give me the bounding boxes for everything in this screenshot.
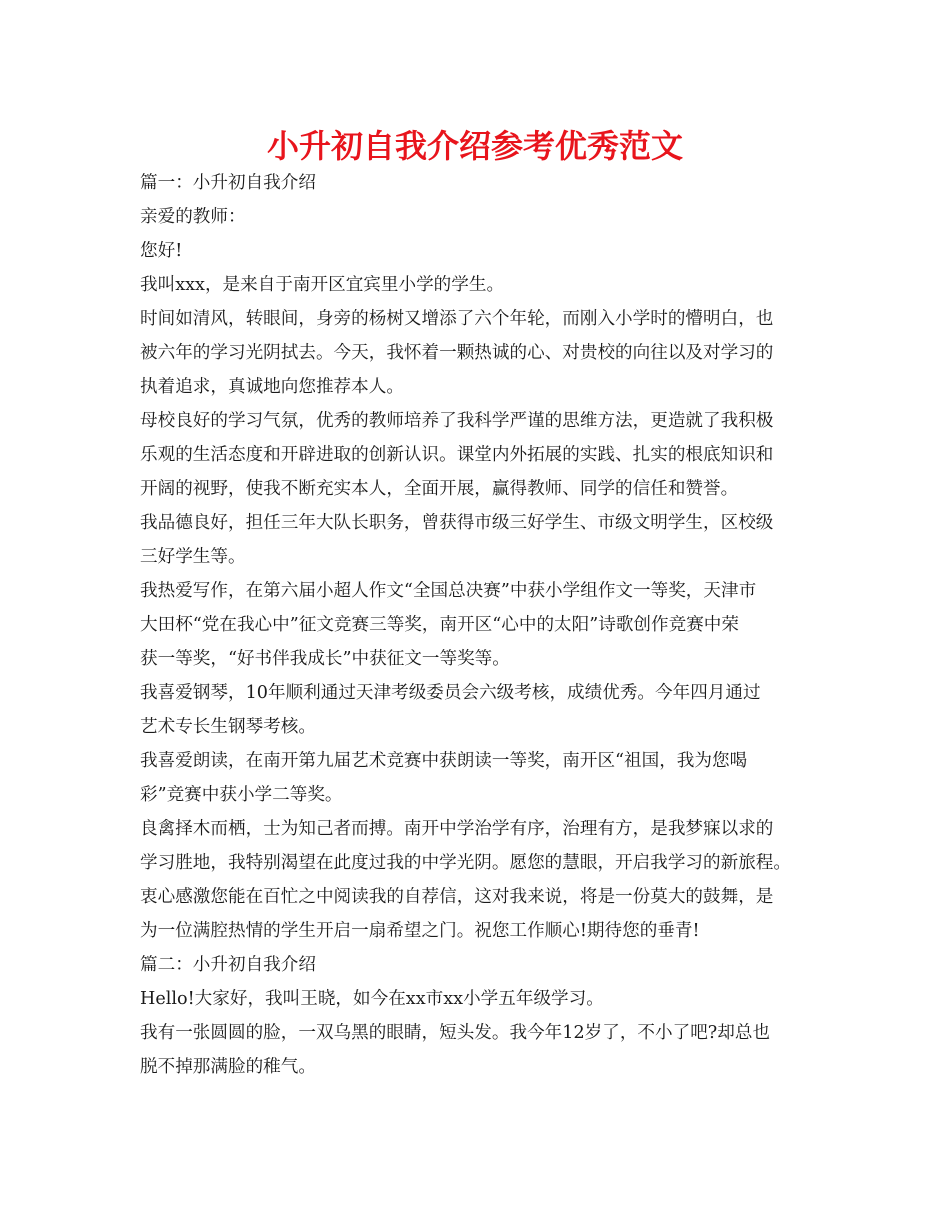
text-line: 乐观的生活态度和开辟进取的创新认识。课堂内外拓展的实践、扎实的根底知识和 (140, 445, 774, 465)
text-line: 我热爱写作，在第六届小超人作文“全国总决赛”中获小学组作文一等奖，天津市 (140, 581, 757, 601)
document-title: 小升初自我介绍参考优秀范文 (266, 127, 683, 165)
text-line: 脱不掉那满脸的稚气。 (140, 1057, 316, 1077)
text-line: 开阔的视野，使我不断充实本人，全面开展，赢得教师、同学的信任和赞誉。 (140, 479, 739, 499)
text-line: 彩”竞赛中获小学二等奖。 (140, 785, 343, 805)
text-line: 三好学生等。 (140, 547, 246, 567)
text-line: Hello!大家好，我叫王晓，如今在xx市xx小学五年级学习。 (140, 989, 604, 1009)
text-line: 时间如清风，转眼间，身旁的杨树又增添了六个年轮，而刚入小学时的懵明白，也 (140, 309, 774, 329)
text-line: 我喜爱钢琴，10年顺利通过天津考级委员会六级考核，成绩优秀。今年四月通过 (140, 683, 761, 703)
text-line: 被六年的学习光阴拭去。今天，我怀着一颗热诚的心、对贵校的向往以及对学习的 (140, 343, 774, 363)
text-line: 我喜爱朗读，在南开第九届艺术竞赛中获朗读一等奖，南开区“祖国，我为您喝 (140, 751, 748, 771)
text-line: 我叫xxx，是来自于南开区宜宾里小学的学生。 (140, 275, 505, 295)
text-line: 大田杯“党在我心中”征文竞赛三等奖，南开区“心中的太阳”诗歌创作竞赛中荣 (140, 615, 739, 635)
text-line: 艺术专长生钢琴考核。 (140, 717, 316, 737)
text-line: 篇二：小升初自我介绍 (140, 955, 316, 975)
text-line: 为一位满腔热情的学生开启一扇希望之门。祝您工作顺心!期待您的垂青! (140, 921, 700, 941)
text-line: 衷心感激您能在百忙之中阅读我的自荐信，这对我来说，将是一份莫大的鼓舞，是 (140, 887, 774, 907)
document-body (140, 166, 830, 1084)
text-line: 我有一张圆圆的脸，一双乌黑的眼睛，短头发。我今年12岁了，不小了吧?却总也 (140, 1023, 771, 1043)
text-line: 您好! (140, 241, 183, 261)
text-line: 获一等奖，“好书伴我成长”中获征文一等奖等。 (140, 649, 510, 669)
text-line: 良禽择木而栖，士为知己者而搏。南开中学治学有序，治理有方，是我梦寐以求的 (140, 819, 774, 839)
text-line: 亲爱的教师： (140, 207, 246, 227)
text-line: 我品德良好，担任三年大队长职务，曾获得市级三好学生、市级文明学生，区校级 (140, 513, 774, 533)
text-line: 篇一：小升初自我介绍 (140, 173, 316, 193)
text-line: 母校良好的学习气氛，优秀的教师培养了我科学严谨的思维方法，更造就了我积极 (140, 411, 774, 431)
text-line: 学习胜地，我特别渴望在此度过我的中学光阴。愿您的慧眼，开启我学习的新旅程。 (140, 853, 791, 873)
text-line: 执着追求，真诚地向您推荐本人。 (140, 377, 404, 397)
